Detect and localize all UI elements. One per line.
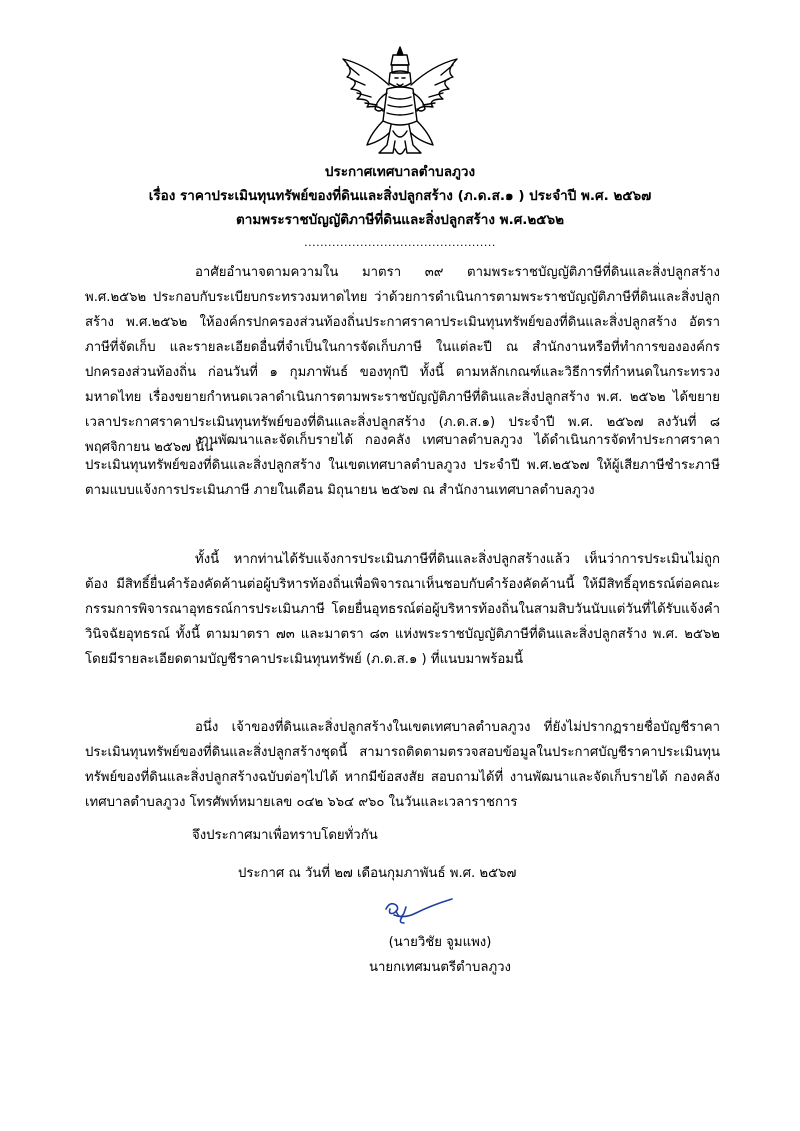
body-paragraph-4: อนึ่ง เจ้าของที่ดินและสิ่งปลูกสร้างในเขตเทศบาลตำบลภูวง ที่ยังไม่ปรากฏรายชื่อบัญชีราคาประเมินทุนทรัพย์ของที่ดินและสิ่งปลูกสร้างชุดนี้ สามารถติดตามตรวจสอบข้อมูลในประกาศบัญชีราคาประเมินทุนทรัพย์ของที่ดินและสิ่งปลูกสร้างฉบับต่อๆไปได้ หากมีข้อสงสัย สอบถามได้ที่ งานพัฒนาและจัดเก็บรายได้ กองคลัง เทศบาลตำบลภูวง โทรศัพท์หมายเลข ๐๔๒ ๖๖๔ ๙๖๐ ในวันและเวลาราชการ bbox=[85, 720, 720, 810]
body-paragraph-3: ทั้งนี้ หากท่านได้รับแจ้งการประเมินภาษีที่ดินและสิ่งปลูกสร้างแล้ว เห็นว่าการประเมินไม่ถูกต้อง มีสิทธิ์ยื่นคำร้องคัดค้านต่อผู้บริหารท้องถิ่นเพื่อพิจารณาเห็นชอบกับคำร้องคัดค้านนี้ ให้มีสิทธิ์อุทธรณ์ต่อคณะกรรมการพิจารณาอุทธรณ์การประเมินภาษี โดยยื่นอุทธรณ์ต่อผู้บริหารท้องถิ่นในสามสิบวันนับแต่วันที่ได้รับแจ้งคำวินิจฉัยอุทธรณ์ ทั้งนี้ ตามมาตรา ๗๓ และมาตรา ๘๓ แห่งพระราชบัญญัติภาษีที่ดินและสิ่งปลูกสร้าง พ.ศ. ๒๕๖๒ โดยมีรายละเอียดตามบัญชีราคาประเมินทุนทรัพย์ (ภ.ด.ส.๑ ) ที่แนบมาพร้อมนี้ bbox=[85, 552, 720, 667]
garuda-emblem-icon bbox=[337, 45, 463, 162]
closing-statement: จึงประกาศมาเพื่อทราบโดยทั่วกัน bbox=[192, 828, 378, 843]
signatory-position: นายกเทศมนตรีตำบลภูวง bbox=[368, 960, 512, 975]
handwritten-signature-icon bbox=[378, 895, 458, 929]
document-subject-law: ตามพระราชบัญญัติภาษีที่ดินและสิ่งปลูกสร้าง พ.ศ.๒๕๖๒ bbox=[235, 212, 564, 228]
document-subject: เรื่อง ราคาประเมินทุนทรัพย์ของที่ดินและสิ่งปลูกสร้าง (ภ.ด.ส.๑ ) ประจำปี พ.ศ. ๒๕๖๗ bbox=[148, 188, 652, 204]
document-title: ประกาศเทศบาลตำบลภูวง bbox=[324, 164, 476, 180]
body-paragraph-1: อาศัยอำนาจตามความใน มาตรา ๓๙ ตามพระราชบัญญัติภาษีที่ดินและสิ่งปลูกสร้าง พ.ศ.๒๕๖๒ ประกอบกับระเบียบกระทรวงมหาดไทย ว่าด้วยการดำเนินการตามพระราชบัญญัติภาษีที่ดินและสิ่งปลูกสร้าง พ.ศ.๒๕๖๒ ให้องค์กรปกครองส่วนท้องถิ่นประกาศราคาประเมินทุนทรัพย์ของที่ดินและสิ่งปลูกสร้าง อัตราภาษีที่จัดเก็บ และรายละเอียดอื่นที่จำเป็นในการจัดเก็บภาษี ในแต่ละปี ณ สำนักงานหรือที่ทำการขององค์กรปกครองส่วนท้องถิ่น ก่อนวันที่ ๑ กุมภาพันธ์ ของทุกปี ทั้งนี้ ตามหลักเกณฑ์และวิธีการที่กำหนดในกระทรวงมหาดไทย เรื่องขยายกำหนดเวลาดำเนินการตามพระราชบัญญัติภาษีที่ดินและสิ่งปลูกสร้าง พ.ศ. ๒๕๖๒ ได้ขยายเวลาประกาศราคาประเมินทุนทรัพย์ของที่ดินและสิ่งปลูกสร้าง (ภ.ด.ส.๑) ประจำปี พ.ศ. ๒๕๖๗ ลงวันที่ ๘ พฤศจิกายน ๒๕๖๗ นั้น bbox=[85, 265, 720, 455]
signatory-name: (นายวิชัย จูมแพง) bbox=[388, 935, 492, 950]
dotted-divider: ................................................ bbox=[304, 236, 496, 249]
body-paragraph-2: งานพัฒนาและจัดเก็บรายได้ กองคลัง เทศบาลตำบลภูวง ได้ดำเนินการจัดทำประกาศราคาประเมินทุนทรัพย์ของที่ดินและสิ่งปลูกสร้าง ในเขตเทศบาลตำบลภูวง ประจำปี พ.ศ.๒๕๖๗ ให้ผู้เสียภาษีชำระภาษีตามแบบแจ้งการประเมินภาษี ภายในเดือน มิถุนายน ๒๕๖๗ ณ สำนักงานเทศบาลตำบลภูวง bbox=[85, 433, 720, 498]
announcement-date: ประกาศ ณ วันที่ ๒๗ เดือนกุมภาพันธ์ พ.ศ. ๒๕๖๗ bbox=[238, 866, 517, 881]
